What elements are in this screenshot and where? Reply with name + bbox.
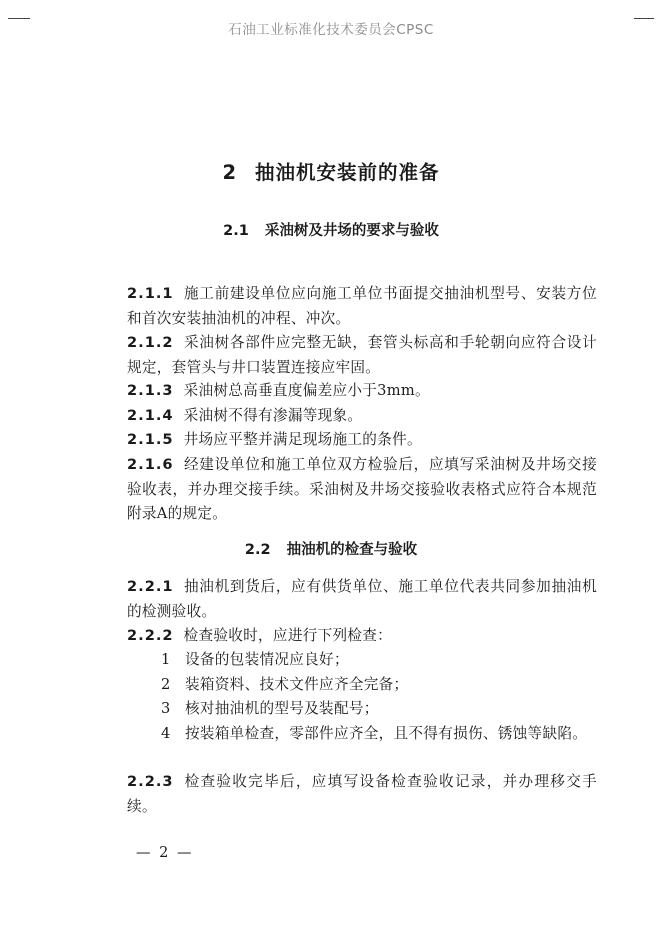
- clause-number: 2.1.4: [127, 407, 174, 424]
- list-item-text: 设备的包装情况应良好；: [185, 651, 349, 668]
- list-item: [127, 648, 597, 673]
- clause-2-2-2: [127, 624, 597, 649]
- clause-2-1-2: [127, 331, 597, 380]
- clause-2-1-5: [127, 428, 597, 453]
- list-item-text: 按装箱单检查，零部件应齐全，且不得有损伤、锈蚀等缺陷。: [185, 725, 588, 742]
- clause-number: 2.1.3: [127, 382, 174, 399]
- chapter-number: 2: [222, 161, 238, 184]
- clause-text: 采油树不得有渗漏等现象。: [183, 407, 363, 424]
- list-item: [127, 673, 597, 698]
- chapter-title-text: 抽油机安装前的准备: [255, 161, 440, 184]
- list-item-number: 4: [161, 725, 171, 742]
- list-item-number: 3: [161, 700, 171, 717]
- clause-2-1-4: [127, 404, 597, 429]
- clause-text: 采油树各部件应完整无缺，套管头标高和手轮朝向应符合设计规定，套管头与井口装置连接应牢固。: [127, 334, 597, 376]
- clause-text: 抽油机到货后，应有供货单位、施工单位代表共同参加抽油机的检测验收。: [127, 578, 597, 620]
- list-item: [127, 722, 597, 747]
- clause-text: 采油树总高垂直度偏差应小于3mm。: [183, 382, 430, 399]
- list-item: [127, 697, 597, 722]
- clause-number: 2.2.3: [127, 773, 174, 790]
- clause-2-1-1: [127, 282, 597, 331]
- chapter-title: [0, 157, 662, 185]
- clause-text: 施工前建设单位应向施工单位书面提交抽油机型号、安装方位和首次安装抽油机的冲程、冲次。: [127, 285, 597, 327]
- watermark-text: 石油工业标准化技术委员会CPSC: [228, 22, 434, 38]
- list-item-number: 2: [161, 676, 171, 693]
- clause-number: 2.1.2: [127, 334, 174, 351]
- clause-number: 2.1.6: [127, 456, 174, 473]
- list-item-text: 核对抽油机的型号及装配号；: [185, 700, 379, 717]
- section-title-text: 采油树及井场的要求与验收: [264, 223, 439, 239]
- clause-2-2-3: [127, 770, 597, 819]
- clause-text: 检查验收完毕后，应填写设备检查验收记录，并办理移交手续。: [127, 773, 597, 815]
- clause-text: 经建设单位和施工单位双方检验后，应填写采油树及井场交接验收表，并办理交接手续。采油树及井场交接验收表格式应符合本规范附录A的规定。: [127, 456, 597, 522]
- section-title-2-2: [0, 538, 662, 559]
- page-number: — 2 —: [136, 845, 194, 861]
- clause-2-1-3: [127, 379, 597, 404]
- list-item-number: 1: [161, 651, 171, 668]
- section-title-2-1: [0, 219, 662, 240]
- clause-text: 检查验收时，应进行下列检查：: [183, 627, 393, 644]
- section-title-text: 抽油机的检查与验收: [286, 542, 418, 558]
- clause-2-2-1: [127, 575, 597, 624]
- clause-number: 2.1.5: [127, 431, 174, 448]
- clause-2-1-6: [127, 453, 597, 527]
- clause-text: 井场应平整并满足现场施工的条件。: [183, 431, 422, 448]
- clause-number: 2.2.1: [127, 578, 174, 595]
- clause-number: 2.2.2: [127, 627, 174, 644]
- clause-number: 2.1.1: [127, 285, 174, 302]
- list-item-text: 装箱资料、技术文件应齐全完备；: [185, 676, 409, 693]
- section-number: 2.1: [223, 223, 249, 239]
- section-number: 2.2: [244, 542, 271, 558]
